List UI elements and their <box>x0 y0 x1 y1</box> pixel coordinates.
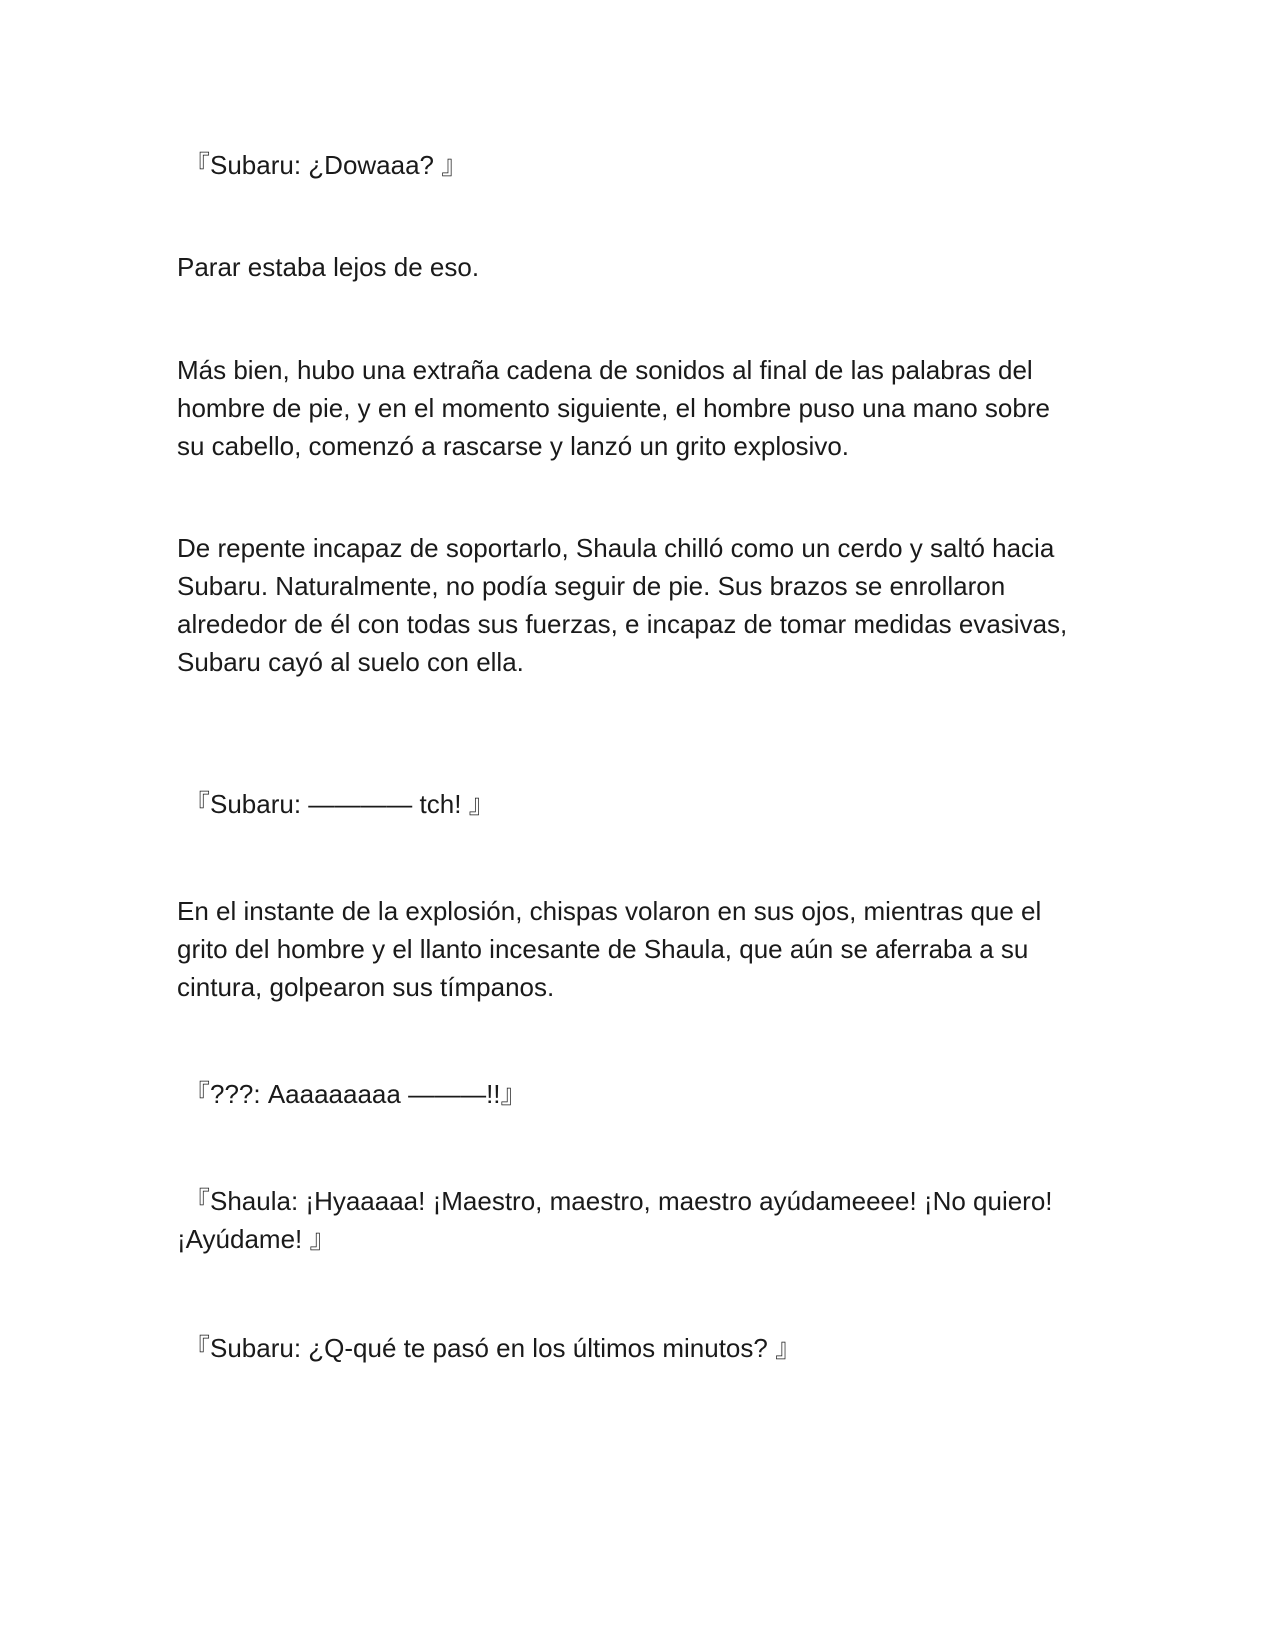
text-line: 『???: Aaaaaaaaa ———!!』 <box>184 1079 527 1109</box>
dialogue-subaru-dowaaa <box>184 146 1104 184</box>
text-line: hombre de pie, y en el momento siguiente, el hombre puso una mano sobre <box>177 393 1050 423</box>
text-line: grito del hombre y el llanto incesante de Shaula, que aún se aferraba a su <box>177 934 1029 964</box>
dialogue-subaru-question <box>184 1329 1104 1367</box>
narration-paragraph <box>177 892 1097 1006</box>
narration-paragraph <box>177 351 1097 465</box>
text-line: 『Subaru: ———— tch! 』 <box>184 789 495 819</box>
text-line: Parar estaba lejos de eso. <box>177 252 480 282</box>
text-line: cintura, golpearon sus tímpanos. <box>177 972 555 1002</box>
text-line: ¡Ayúdame! 』 <box>177 1224 336 1254</box>
text-line: 『Shaula: ¡Hyaaaaa! ¡Maestro, maestro, maestro ayúdameeee! ¡No quiero! <box>184 1186 1053 1216</box>
text-line: alrededor de él con todas sus fuerzas, e incapaz de tomar medidas evasivas, <box>177 609 1068 639</box>
narration-paragraph <box>177 248 1097 286</box>
text-line: Subaru. Naturalmente, no podía seguir de pie. Sus brazos se enrollaron <box>177 571 1006 601</box>
text-line: 『Subaru: ¿Dowaaa? 』 <box>184 150 468 180</box>
dialogue-unknown-scream <box>184 1075 1104 1113</box>
dialogue-shaula-help <box>177 1182 1097 1258</box>
dialogue-subaru-tch <box>184 785 1104 823</box>
narration-paragraph <box>177 529 1097 681</box>
text-line: su cabello, comenzó a rascarse y lanzó un grito explosivo. <box>177 431 850 461</box>
text-line: En el instante de la explosión, chispas volaron en sus ojos, mientras que el <box>177 896 1042 926</box>
text-line: Subaru cayó al suelo con ella. <box>177 647 524 677</box>
text-line: 『Subaru: ¿Q-qué te pasó en los últimos minutos? 』 <box>184 1333 802 1363</box>
text-line: De repente incapaz de soportarlo, Shaula chilló como un cerdo y saltó hacia <box>177 533 1055 563</box>
text-line: Más bien, hubo una extraña cadena de sonidos al final de las palabras del <box>177 355 1033 385</box>
